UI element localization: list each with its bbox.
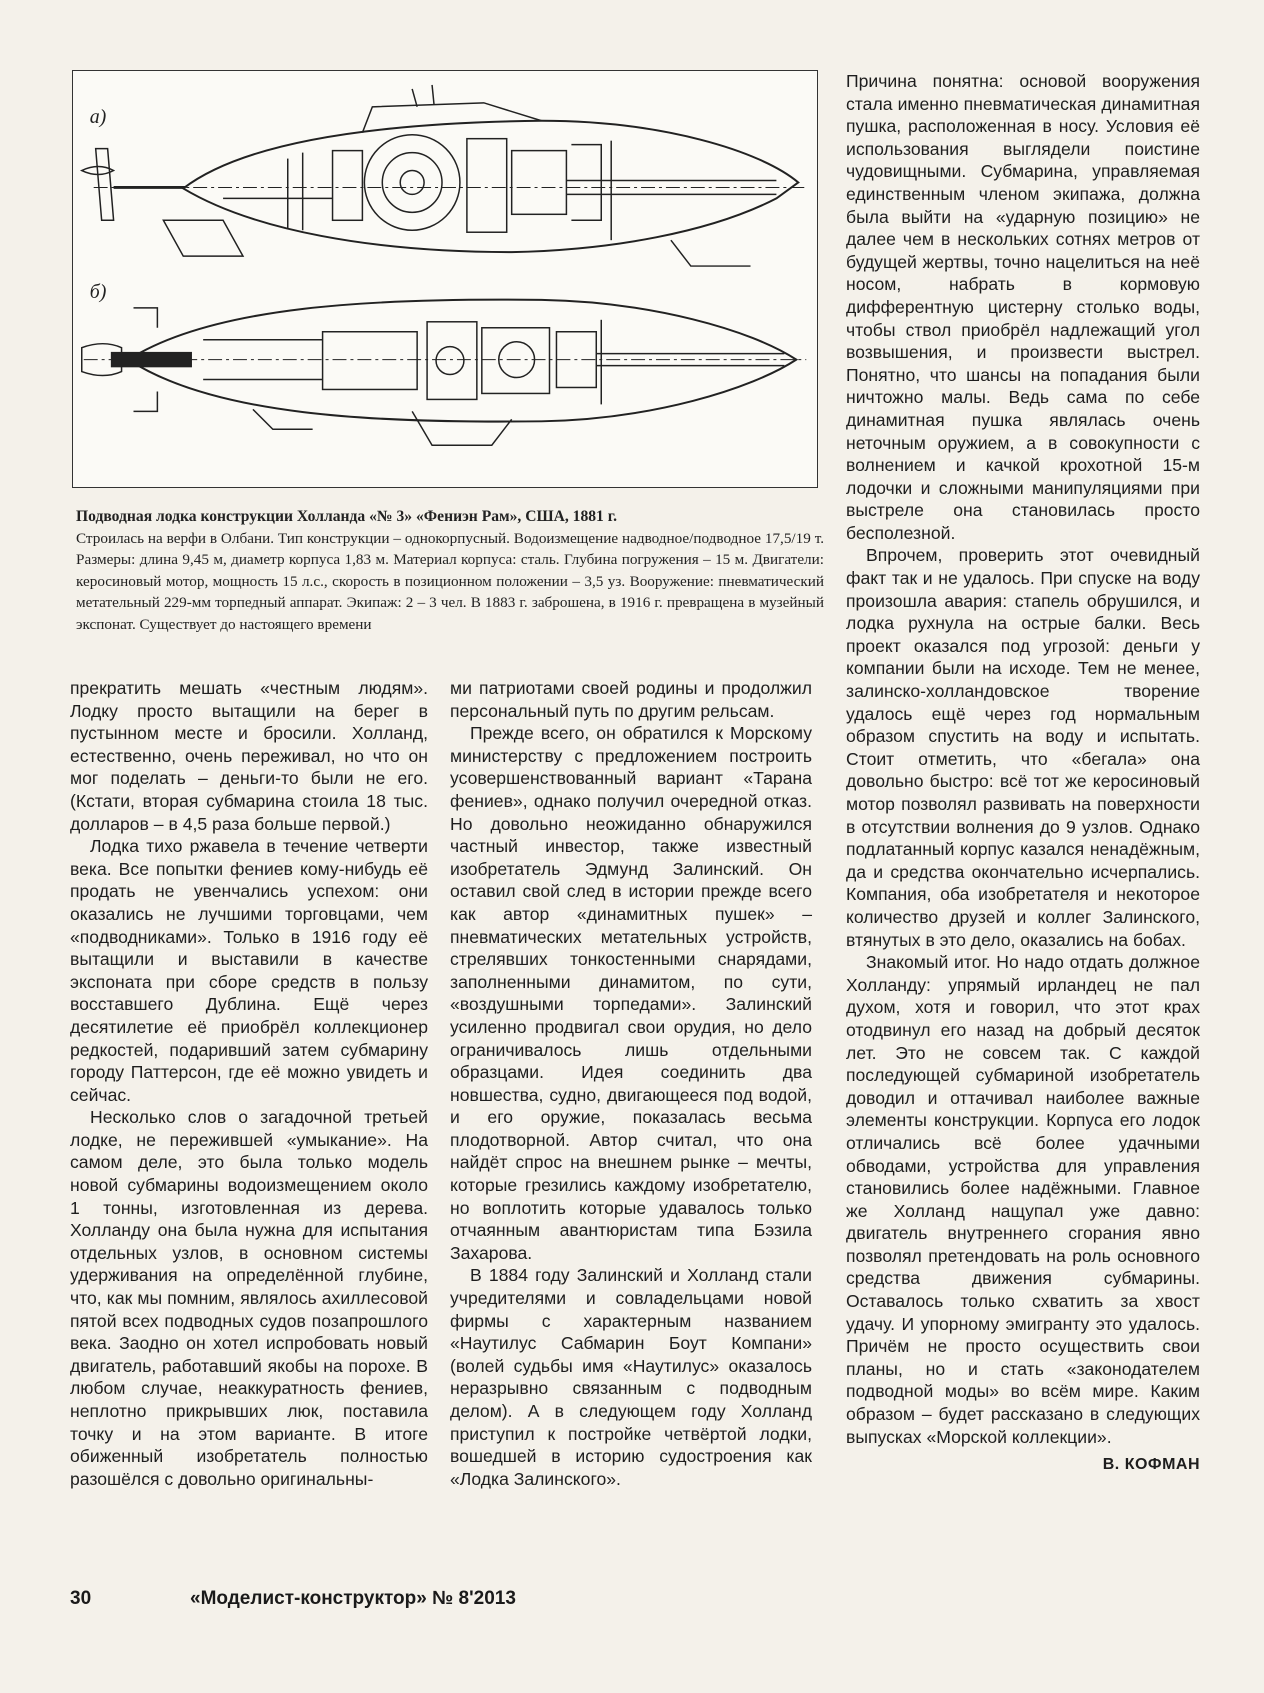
text-column-3 (846, 70, 1200, 1477)
paragraph: В 1884 году Залинский и Холланд стали учредителями и совладельцами новой фирмы с характерным названием «Наутилус Сабмарин Боут Компани» (волей судьбы имя «Наутилус» оказалось неразрывно связанным с подводным делом). А в следующем году Холланд приступил к постройке четвёртой лодки, вошедшей в историю судостроения как «Лодка Залинского». (450, 1265, 812, 1489)
text-column-1 (70, 677, 428, 1490)
journal-issue: «Моделист-конструктор» № 8'2013 (190, 1588, 516, 1609)
page-footer (70, 1588, 516, 1610)
paragraph: Впрочем, проверить этот очевидный факт так и не удалось. При спуске на воду произошла авария: стапель обрушился, и лодка рухнула на острые балки. Весь проект оказался под угрозой: деньги у компании были на исходе. Тем не менее, залинско-холландовское творение удалось ещё через год нормальным образом спустить на воду и испытать. Стоит отметить, что «бегала» она довольно быстро: всё тот же керосиновый мотор позволял развивать на поверхности в отсутствии волнения до 9 узлов. Однако подлатанный корпус казался ненадёжным, да и средства окончательно исчерпались. Компания, оба изобретателя и некоторое количество друзей и коллег Залинского, втянутых в это дело, оказались на бобах. (846, 545, 1200, 950)
paragraph: Причина понятна: основой вооружения стала именно пневматическая динамитная пушка, расположенная в носу. Условия её использования выглядели поистине чудовищными. Субмарина, управляемая единственным членом экипажа, должна была выйти на «ударную позицию» не далее чем в нескольких сотнях метров от будущей жертвы, точно нацелиться на неё носом, набрать в кормовую дифферентную цистерну столько воды, чтобы ствол приобрёл надлежащий угол возвышения, и произвести выстрел. Понятно, что шансы на попадания были ничтожно малы. Ведь сама по себе динамитная пушка являлась очень неточным оружием, а в совокупности с волнением и качкой крохотной 15-м лодочки и сложными манипуляциями при выстреле она становилась просто бесполезной. (846, 71, 1200, 543)
submarine-drawings (73, 71, 817, 487)
drawing-b-plan-view (82, 300, 807, 446)
paragraph: Несколько слов о загадочной третьей лодке, не пережившей «умыкание». На самом деле, это была только модель новой субмарины водоизмещением около 1 тонны, изготовленная из дерева. Холланду она была нужна для испытания отдельных узлов, в основном системы удерживания на определённой глубине, что, как мы помним, являлось ахиллесовой пятой всех подводных судов позапрошлого века. Заодно он хотел испробовать новый двигатель, работавший якобы на порохе. В любом случае, неаккуратность фениев, неплотно прикрывших люк, поставила точку и на этом варианте. В итоге обиженный изобретатель полностью разошёлся с довольно оригинальны- (70, 1107, 428, 1489)
paragraph: Прежде всего, он обратился к Морскому министерству с предложением построить усовершенствованный вариант «Тарана фениев», однако получил очередной отказ. Но довольно неожиданно обнаружился частный инвестор, также известный изобретатель Эдмунд Залинский. Он оставил свой след в истории прежде всего как автор «динамитных пушек» – пневматических метательных устройств, стрелявших тонкостенными снарядами, заполненными динамитом, по сути, «воздушными торпедами». Залинский усиленно продвигал свои орудия, но дело ограничивалось лишь отдельными образцами. Идея соединить два новшества, судно, двигающееся под водой, и его оружие, показалась весьма плодотворной. Автор считал, что она найдёт спрос на внешнем рынке – мечты, которые грезились каждому изобретателю, но воплотить которые удавалось только отчаянным авантюристам типа Бэзила Захарова. (450, 723, 812, 1263)
paragraph: Лодка тихо ржавела в течение четверти века. Все попытки фениев кому-нибудь её продать не увенчались успехом: они оказались не лучшими торговцами, чем «подводниками». Только в 1916 году её вытащили и выставили в качестве экспоната при сборе средств в пользу восставшего Дублина. Ещё через десятилетие её приобрёл коллекционер редкостей, подаривший затем субмарину городу Паттерсон, где её можно увидеть и сейчас. (70, 836, 428, 1105)
drawing-label-b: б) (89, 280, 107, 303)
caption-title: Подводная лодка конструкции Холланда «№ 3» «Фениэн Рам», США, 1881 г. (76, 508, 617, 525)
figure-caption (76, 506, 824, 636)
text-column-2 (450, 677, 812, 1490)
drawing-a-side-view (82, 85, 807, 266)
paragraph: ми патриотами своей родины и продолжил персональный путь по другим рельсам. (450, 678, 812, 721)
page-number: 30 (70, 1588, 92, 1609)
caption-text: Строилась на верфи в Олбани. Тип конструкции – однокорпусный. Водоизмещение надводное/подводное 17,5/19 т. Размеры: длина 9,45 м, диаметр корпуса 1,83 м. Материал корпуса: сталь. Глубина погружения – 15 м. Двигатели: керосиновый мотор, мощность 15 л.с., скорость в позиционном положении – 3,5 уз. Вооружение: пневматический метательный 229-мм торпедный аппарат. Экипаж: 2 – 3 чел. В 1883 г. заброшена, в 1916 г. превращена в музейный экспонат. Существует до настоящего времени (76, 529, 824, 633)
paragraph: прекратить мешать «честным людям». Лодку просто вытащили на берег в пустынном месте и бросили. Холланд, естественно, очень переживал, но что он мог поделать – деньги-то были не его. (Кстати, вторая субмарина стоила 18 тыс. долларов – в 4,5 раза больше первой.) (70, 678, 428, 834)
drawing-label-a: а) (89, 105, 107, 128)
paragraph: Знакомый итог. Но надо отдать должное Холланду: упрямый ирландец не пал духом, хотя и говорил, что этот крах отодвинул его назад на добрый десяток лет. Это не совсем так. С каждой последующей субмариной изобретатель доводил и оттачивал наиболее важные элементы конструкции. Корпуса его лодок отличались всё более удачными обводами, устройства для управления становились более надёжными. Главное же Холланд нащупал уже давно: двигатель внутреннего сгорания явно позволял претендовать на роль основного средства движения субмарины. Оставалось только схватить за хвост удачу. И упорному эмигранту это удалось. Причём не просто осуществить свои планы, но и стать «законодателем подводной моды» во всём мире. Каким образом – будет рассказано в следующих выпусках «Морской коллекции». (846, 952, 1200, 1447)
submarine-drawing-figure (72, 70, 818, 488)
article-author: В. КОФМАН (1102, 1456, 1200, 1474)
